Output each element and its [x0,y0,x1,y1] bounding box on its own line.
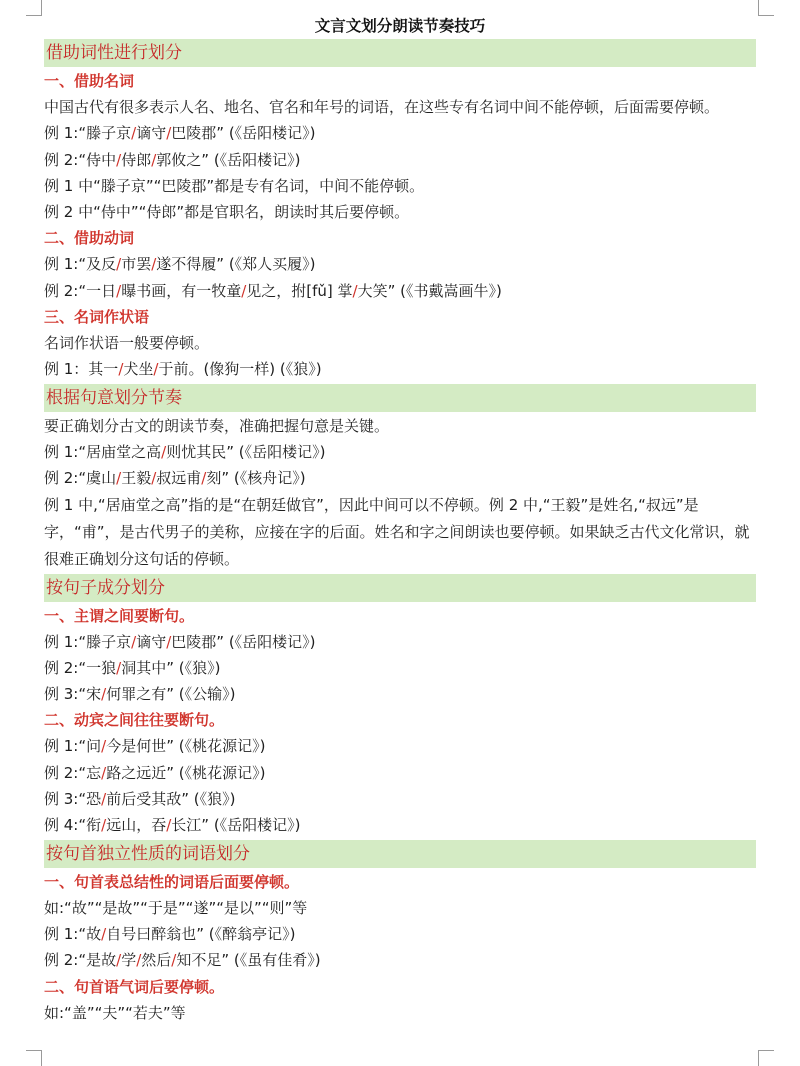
example-line: 例 1:“滕子京/谪守/巴陵郡” (《岳阳楼记》) [44,124,316,143]
example-line: 例 4:“衔/远山，吞/长江” (《岳阳楼记》) [44,816,301,835]
crop-mark-top-right [758,0,774,16]
example-line: 例 3:“宋/何罪之有” (《公输》) [44,685,236,704]
example-line: 例 1:“滕子京/谪守/巴陵郡” (《岳阳楼记》) [44,632,316,651]
section-heading-sentence-components: 按句子成分划分 [44,574,756,602]
example-line: 例 2:“一日/曝书画，有一牧童/见之，拊[fǔ] 掌/大笑” (《书戴嵩画牛》) [44,281,502,300]
subheading-noun-adverbial: 三、名词作状语 [44,308,150,327]
intro-line: 要正确划分古文的朗读节奏，准确把握句意是关键。 [44,416,390,435]
example-line: 例 3:“恐/前后受其敌” (《狼》) [44,790,236,809]
subheading-summary-words: 一、句首表总结性的词语后面要停顿。 [44,872,300,891]
subheading-nouns: 一、借助名词 [44,72,135,90]
note-line: 例 1 中“滕子京”“巴陵郡”都是专有名词，中间不能停顿。 [44,176,425,195]
crop-mark-bottom-right [758,1050,774,1066]
note-line: 例 2 中“侍中”“侍郎”都是官职名，朗读时其后要停顿。 [44,203,410,222]
subheading-modal-particles: 二、句首语气词后要停顿。 [44,977,225,996]
example-line: 例 1:“故/自号曰醉翁也” (《醉翁亭记》) [44,924,296,943]
subheading-verbs: 二、借助动词 [44,229,135,248]
crop-mark-top-left [26,0,42,16]
document-title: 文言文划分朗读节奏技巧 [314,17,486,35]
section-heading-part-of-speech: 借助词性进行划分 [44,39,756,67]
example-line: 例 2:“虞山/王毅/叔远甫/刻” (《核舟记》) [44,469,306,488]
example-line: 例 2:“是故/学/然后/知不足” (《虽有佳肴》) [44,951,321,970]
section-heading-sentence-meaning: 根据句意划分节奏 [44,384,756,412]
example-line: 例 1:“及反/市罢/遂不得履” (《郑人买履》) [44,255,316,274]
example-line: 例 2:“忘/路之远近” (《桃花源记》) [44,763,266,782]
example-line: 例 2:“侍中/侍郎/郭攸之” (《岳阳楼记》) [44,150,301,169]
word-list-line: 如:“故”“是故”“于是”“遂”“是以”“则”等 [44,898,308,917]
crop-mark-bottom-left [26,1050,42,1066]
section-heading-independent-words: 按句首独立性质的词语划分 [44,840,756,868]
example-line: 例 1：其一/犬坐/于前。(像狗一样) (《狼》) [44,360,322,379]
example-line: 例 2:“一狼/洞其中” (《狼》) [44,658,221,677]
example-line: 例 1:“问/今是何世” (《桃花源记》) [44,737,266,756]
intro-proper-nouns: 中国古代有很多表示人名、地名、官名和年号的词语，在这些专有名词中间不能停顿，后面需要停顿。 [44,98,720,116]
word-list-line: 如:“盖”“夫”“若夫”等 [44,1003,186,1022]
subheading-subject-predicate: 一、主谓之间要断句。 [44,606,195,625]
document-page [44,14,756,1026]
intro-line: 名词作状语一般要停顿。 [44,334,210,353]
subheading-verb-object: 二、动宾之间往往要断句。 [44,711,225,730]
explanation-paragraph: 例 1 中,“居庙堂之高”指的是“在朝廷做官”，因此中间可以不停顿。例 2 中,“王毅”是姓名,“叔远”是字，“甫”，是古代男子的美称，应接在字的后面。姓名和字之间朗读也要停顿。如果缺乏古代文化常识，就很难正确划分这句话的停顿。 [44,495,750,568]
example-line: 例 1:“居庙堂之高/则忧其民” (《岳阳楼记》) [44,442,326,461]
